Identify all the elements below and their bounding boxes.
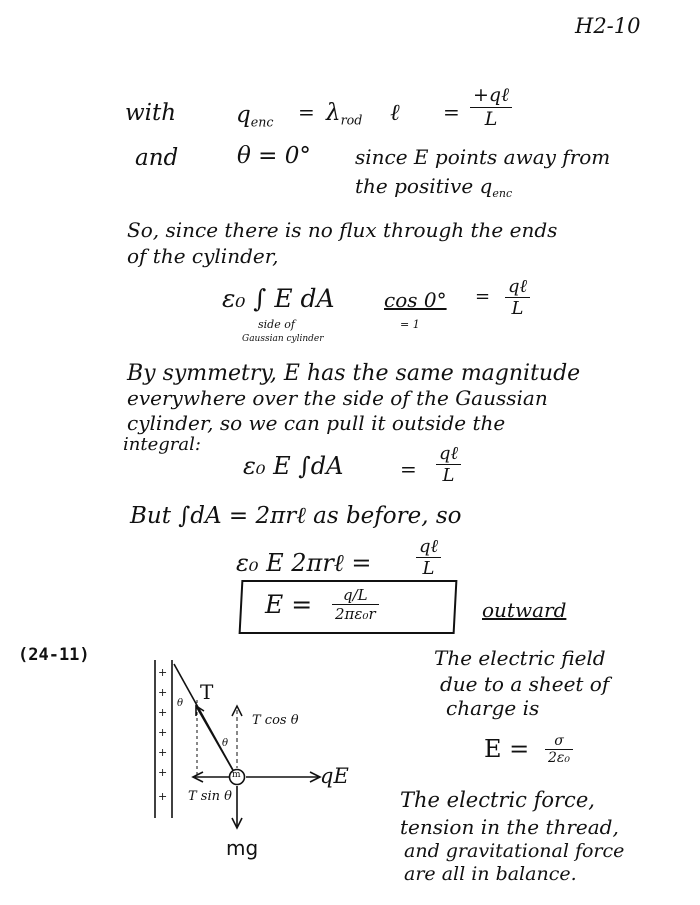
but-line: But ∫dA = 2πrℓ as before, so — [130, 503, 462, 529]
theta-top: θ — [177, 698, 184, 709]
under-integral-2: Gaussian cylinder — [242, 334, 324, 344]
note1-line1: The electric field — [434, 646, 606, 670]
para2-line1: By symmetry, E has the same magnitude — [127, 361, 581, 386]
para2-line4: integral: — [123, 434, 201, 455]
tsin-label: T sin θ — [188, 789, 232, 804]
equals-3: = — [475, 286, 491, 307]
plus-5: + — [158, 746, 168, 759]
fraction-ql-L-3: qℓ L — [416, 536, 441, 579]
plus-2: + — [158, 686, 168, 699]
eq4-left: ε₀ E 2πrℓ = — [236, 549, 372, 577]
eq2-left: ε₀ E ∫dA — [243, 452, 344, 480]
page-id: H2-10 — [575, 14, 641, 38]
ell-1: ℓ — [390, 100, 400, 126]
integral-left: ε₀ ∫ E dA — [222, 284, 335, 313]
problem-label: (24-11) — [18, 645, 90, 665]
fraction-qel-L: +qℓ L — [470, 84, 512, 130]
under-integral-1: side of — [258, 318, 295, 331]
since-line-1: since E points away from — [355, 145, 611, 169]
q-enc: $q_{enc}$ — [236, 102, 274, 130]
tension-label: T — [200, 680, 214, 704]
note2-line4: are all in balance. — [404, 863, 577, 885]
eq2-equals: = — [400, 457, 417, 481]
para1-line1: So, since there is no flux through the ends — [127, 218, 558, 242]
note2-line1: The electric force, — [400, 788, 595, 812]
qe-label: qE — [320, 764, 349, 788]
theta-equals-zero: θ = 0° — [237, 143, 311, 169]
plus-1: + — [158, 666, 168, 679]
note2-line3: and gravitational force — [404, 840, 625, 862]
fraction-ql-L-1: qℓ L — [505, 276, 530, 319]
result-left: E = — [265, 590, 313, 619]
cos-zero: cos 0° — [384, 288, 447, 312]
equals-2: = — [443, 100, 460, 124]
para1-line2: of the cylinder, — [127, 244, 279, 268]
para2-line2: everywhere over the side of the Gaussian — [127, 386, 548, 410]
result-fraction: $\frac{q/L}{\text{2πε₀r}}$ — [332, 586, 379, 623]
theta-mid: θ — [222, 738, 229, 749]
since-line-2: the positive $q_{enc}$ — [355, 174, 513, 200]
mass-label: m — [232, 770, 241, 780]
with-text: with — [125, 100, 177, 126]
sigma-fraction: $\frac{\sigma}{\text{2ε₀}}$ — [545, 733, 573, 766]
plus-7: + — [158, 790, 168, 803]
eq6-left: E = — [484, 735, 530, 763]
cos-equals-one: = 1 — [400, 318, 420, 331]
plus-3: + — [158, 706, 168, 719]
equals-1: = — [298, 100, 315, 124]
plus-4: + — [158, 726, 168, 739]
fraction-ql-L-2: qℓ L — [436, 443, 461, 486]
and-text: and — [135, 145, 179, 171]
plus-6: + — [158, 766, 168, 779]
note2-line2: tension in the thread, — [400, 815, 619, 839]
note1-line3: charge is — [446, 696, 540, 720]
mg-label: mg — [226, 836, 259, 860]
para2-line3: cylinder, so we can pull it outside the — [127, 411, 506, 435]
tcos-label: T cos θ — [252, 713, 299, 728]
outward-label: outward — [482, 598, 567, 622]
lambda-rod: $\lambda_{rod}$ — [326, 100, 363, 128]
note1-line2: due to a sheet of — [440, 672, 610, 696]
